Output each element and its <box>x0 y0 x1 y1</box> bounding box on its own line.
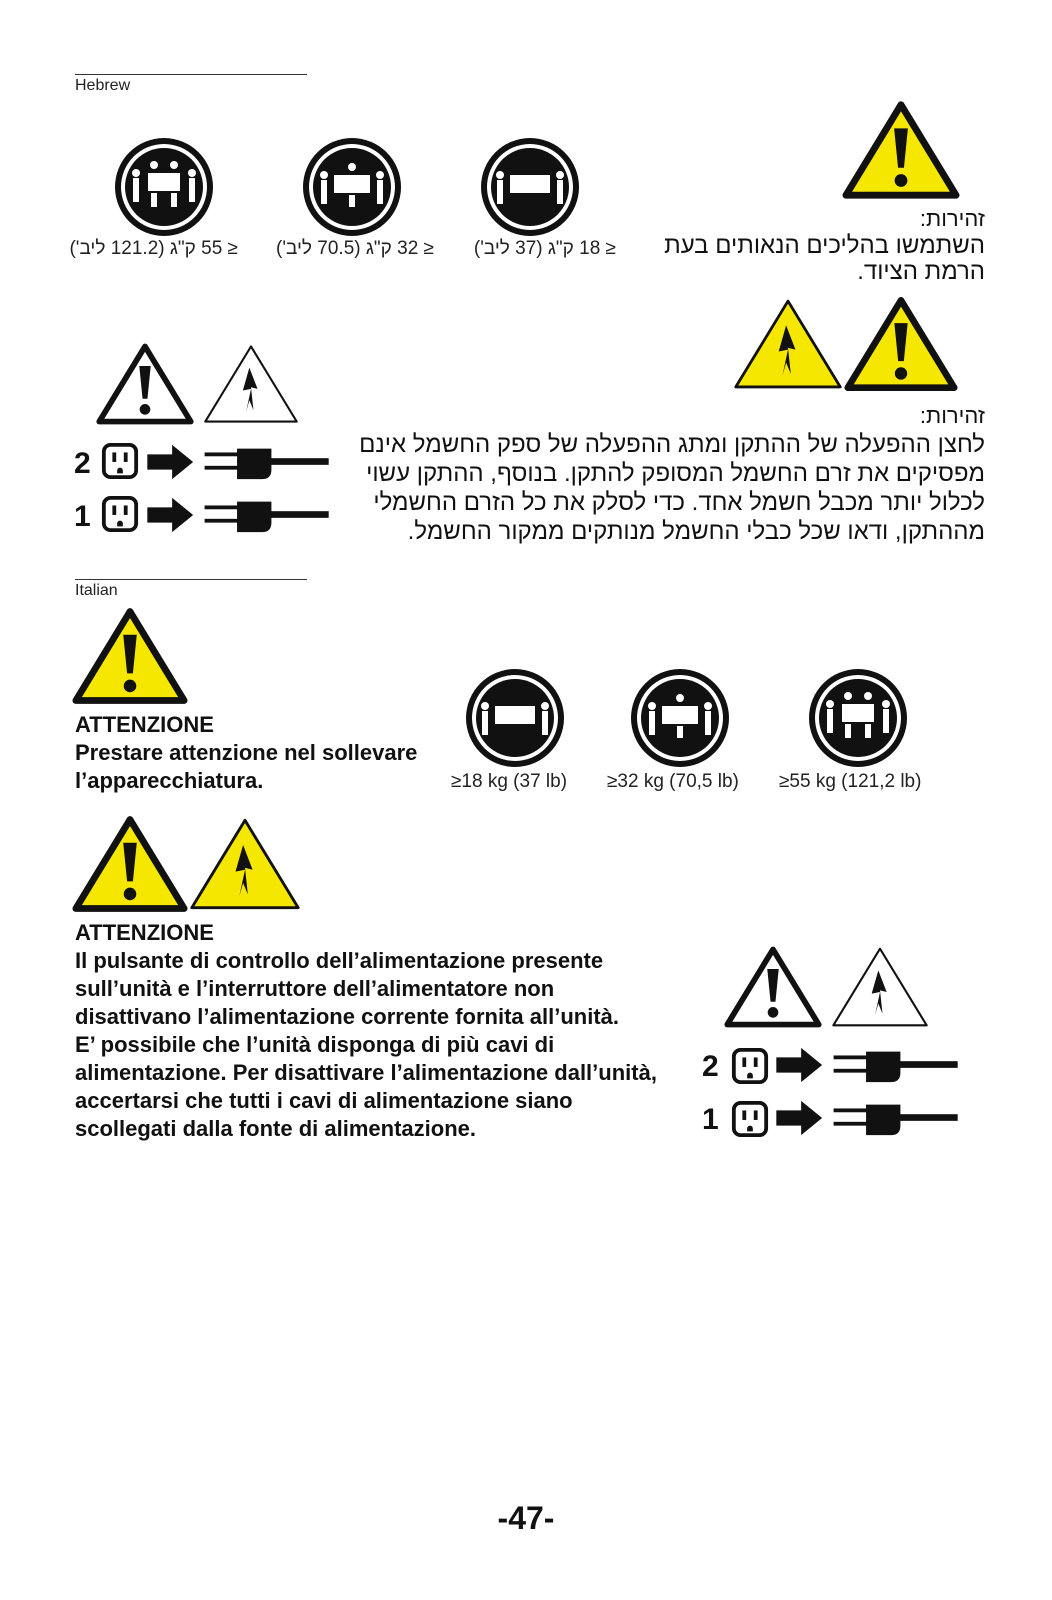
warning-icon <box>72 607 188 705</box>
plug-number: 1 <box>74 500 91 533</box>
weight-label: ≥32 kg (70,5 lb) <box>607 771 739 792</box>
caution-text: לכלול יותר מכבל חשמל אחד. כדי לסלק את כל הזרם החשמלי <box>373 489 985 516</box>
two-person-lift-icon <box>465 668 565 768</box>
four-person-lift-icon <box>808 668 908 768</box>
weight-label: ≥18 kg (37 lb) <box>451 771 568 792</box>
high-voltage-icon <box>830 944 930 1030</box>
caution-text: alimentazione. Per disattivare l’alimentazione dall’unità, <box>75 1060 657 1085</box>
section-label-hebrew: Hebrew <box>75 77 131 94</box>
unplug-cord-icon <box>147 494 329 536</box>
section-rule <box>75 74 307 75</box>
caution-title: זהירות: <box>919 206 985 231</box>
outlet-icon <box>731 1047 769 1085</box>
caution-title: זהירות: <box>919 403 985 428</box>
weight-label: ≥55 kg (121,2 lb) <box>779 771 922 792</box>
unplug-cord-icon <box>776 1097 958 1139</box>
plug-number: 1 <box>702 1103 719 1136</box>
warning-icon <box>96 341 194 427</box>
three-person-lift-icon <box>630 668 730 768</box>
caution-text: השתמשו בהליכים הנאותים בעת <box>664 232 985 259</box>
high-voltage-icon <box>732 296 844 392</box>
unplug-cord-icon <box>147 441 329 483</box>
plug-number: 2 <box>702 1050 719 1083</box>
caution-text: הרמת הציוד. <box>857 258 985 285</box>
weight-label: ≤ 55 ק"ג (121.2 ליב') <box>69 238 238 259</box>
unplug-cord-icon <box>776 1044 958 1086</box>
section-label-italian: Italian <box>75 582 118 599</box>
four-person-lift-icon <box>114 137 214 237</box>
caution-text: Il pulsante di controllo dell’alimentazione presente <box>75 948 604 973</box>
caution-text: sull’unità e l’interruttore dell’alimentatore non <box>75 976 555 1001</box>
warning-icon <box>842 100 960 200</box>
outlet-icon <box>101 495 139 533</box>
caution-text: מההתקן, ודאו שכל כבלי החשמל מנותקים ממקור החשמל. <box>407 518 985 545</box>
outlet-icon <box>731 1100 769 1138</box>
warning-icon <box>844 296 958 392</box>
section-rule <box>75 579 307 580</box>
caution-text: Prestare attenzione nel sollevare <box>75 740 418 765</box>
plug-number: 2 <box>74 447 91 480</box>
caution-text: מפסיקים את זרם החשמל המסופק להתקן. בנוסף, ההתקן עשוי <box>366 460 985 487</box>
caution-text: l’apparecchiatura. <box>75 768 264 793</box>
page-number: -47- <box>497 1500 555 1536</box>
caution-text: E’ possibile che l’unità disponga di più cavi di <box>75 1032 555 1057</box>
high-voltage-icon <box>202 341 300 427</box>
caution-text: accertarsi che tutti i cavi di alimentazione siano <box>75 1088 573 1113</box>
three-person-lift-icon <box>302 137 402 237</box>
outlet-icon <box>101 442 139 480</box>
caution-title: ATTENZIONE <box>75 920 214 945</box>
high-voltage-icon <box>188 815 302 913</box>
caution-title: ATTENZIONE <box>75 712 214 737</box>
caution-text: scollegati dalla fonte di alimentazione. <box>75 1116 476 1141</box>
weight-label: ≤ 18 ק"ג (37 ליב') <box>473 238 616 259</box>
warning-icon <box>724 944 822 1030</box>
warning-icon <box>72 815 188 913</box>
caution-text: לחצן ההפעלה של ההתקן ומתג ההפעלה של ספק החשמל אינם <box>359 431 985 458</box>
weight-label: ≤ 32 ק"ג (70.5 ליב') <box>276 238 434 259</box>
two-person-lift-icon <box>480 137 580 237</box>
caution-text: disattivano l’alimentazione corrente fornita all’unità. <box>75 1004 619 1029</box>
